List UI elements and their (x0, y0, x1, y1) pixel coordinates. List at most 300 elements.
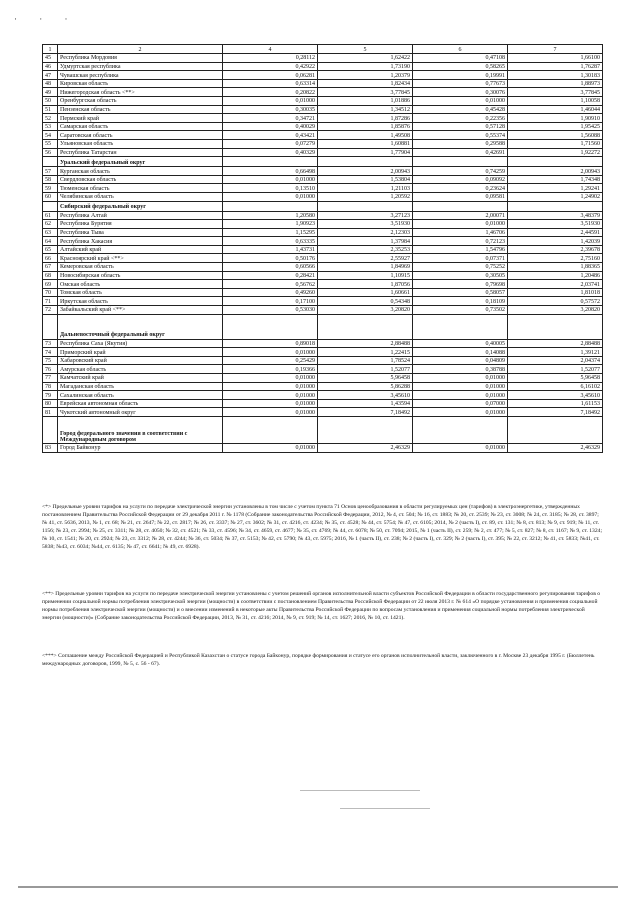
empty-cell (318, 416, 413, 443)
tariff-value-col4: 0,01000 (223, 382, 318, 391)
city-section-name-cell: Город федерального значения в соответствии с Международным договором (58, 416, 223, 443)
table-row (43, 54, 603, 63)
district-section-row (43, 201, 603, 211)
row-number-cell: 83 (43, 443, 58, 452)
tariff-value-col4: 0,01000 (223, 96, 318, 105)
tariff-value-col7: 0,57572 (508, 297, 603, 306)
region-name-cell: Хабаровский край (58, 356, 223, 365)
row-number-cell: 53 (43, 122, 58, 131)
region-name-cell: Кировская область (58, 79, 223, 88)
tariff-value-col4: 0,28112 (223, 54, 318, 63)
tariff-value-col6: 0,45428 (413, 105, 508, 114)
tariff-value-col6: 1,54796 (413, 245, 508, 254)
table-row (43, 88, 603, 97)
tariff-value-col5: 1,85876 (318, 122, 413, 131)
tariff-value-col4: 0,25429 (223, 356, 318, 365)
table-row (43, 184, 603, 193)
empty-cell (508, 201, 603, 211)
row-number-cell: 46 (43, 62, 58, 71)
district-section-row (43, 314, 603, 339)
scan-edge-line (18, 886, 618, 888)
table-row (43, 122, 603, 131)
tariff-value-col7: 1,76287 (508, 62, 603, 71)
tariff-value-col6: 0,30505 (413, 271, 508, 280)
empty-cell (318, 314, 413, 339)
tariff-value-col6: 0,77673 (413, 79, 508, 88)
tariff-value-col4: 0,34721 (223, 114, 318, 123)
tariff-value-col5: 1,84969 (318, 263, 413, 272)
tariff-value-col6: 0,30076 (413, 88, 508, 97)
tariff-value-col5: 3,27123 (318, 211, 413, 220)
row-number-cell: 76 (43, 365, 58, 374)
table-row (43, 114, 603, 123)
region-name-cell: Камчатский край (58, 374, 223, 383)
tariff-value-col7: 3,48379 (508, 211, 603, 220)
row-number-cell: 49 (43, 88, 58, 97)
column-number-cell: 4 (223, 45, 318, 54)
tariff-value-col5: 1,82434 (318, 79, 413, 88)
table-row (43, 399, 603, 408)
tariff-value-col6: 0,07000 (413, 399, 508, 408)
tariff-value-col5: 1,53804 (318, 175, 413, 184)
table-row (43, 339, 603, 348)
tariff-value-col7: 1,81018 (508, 288, 603, 297)
tariff-value-col5: 5,96458 (318, 374, 413, 383)
empty-cell (223, 201, 318, 211)
region-name-cell: Республика Тыва (58, 228, 223, 237)
tariff-value-col7: 2,75160 (508, 254, 603, 263)
scan-marks: · · · (14, 14, 78, 24)
row-number-cell: 59 (43, 184, 58, 193)
tariff-value-col4: 0,56762 (223, 280, 318, 289)
empty-cell (413, 201, 508, 211)
table-row (43, 220, 603, 229)
tariff-value-col5: 5,86288 (318, 382, 413, 391)
row-number-cell: 75 (43, 356, 58, 365)
tariff-value-col6: 0,79698 (413, 280, 508, 289)
tariff-value-col7: 1,95425 (508, 122, 603, 131)
tariff-value-col6: 0,04809 (413, 356, 508, 365)
empty-cell (223, 157, 318, 167)
tariff-value-col7: 1,52077 (508, 365, 603, 374)
tariff-value-col5: 1,60881 (318, 139, 413, 148)
tariff-value-col6: 0,40005 (413, 339, 508, 348)
table-row (43, 228, 603, 237)
tariff-value-col4: 0,49260 (223, 288, 318, 297)
tariff-value-col4: 0,60566 (223, 263, 318, 272)
tariff-value-col5: 0,54348 (318, 297, 413, 306)
tariff-value-col5: 1,52077 (318, 365, 413, 374)
tariff-value-col7: 2,04374 (508, 356, 603, 365)
empty-cell (318, 157, 413, 167)
tariff-value-col4: 0,53030 (223, 306, 318, 315)
column-number-cell: 7 (508, 45, 603, 54)
footnote-1 (42, 503, 602, 552)
region-name-cell: Республика Татарстан (58, 148, 223, 157)
tariff-value-col7: 1,61153 (508, 399, 603, 408)
tariff-value-col5: 1,87056 (318, 280, 413, 289)
tariff-value-col7: 2,44591 (508, 228, 603, 237)
table-row (43, 391, 603, 400)
table-row (43, 211, 603, 220)
tariff-value-col4: 0,50176 (223, 254, 318, 263)
region-name-cell: Магаданская область (58, 382, 223, 391)
table-row (43, 365, 603, 374)
tariff-value-col5: 3,20820 (318, 306, 413, 315)
region-name-cell: Амурская область (58, 365, 223, 374)
tariff-value-col4: 1,15295 (223, 228, 318, 237)
tariff-value-col6: 0,01000 (413, 408, 508, 417)
row-number-cell: 58 (43, 175, 58, 184)
row-number-cell: 48 (43, 79, 58, 88)
tariff-value-col4: 0,01000 (223, 348, 318, 357)
tariff-value-col4: 0,30035 (223, 105, 318, 114)
tariff-value-col4: 0,20822 (223, 88, 318, 97)
tariff-value-col6: 0,58057 (413, 288, 508, 297)
row-number-cell: 67 (43, 263, 58, 272)
tariff-value-col4: 0,63335 (223, 237, 318, 246)
tariff-value-col5: 7,18492 (318, 408, 413, 417)
tariff-value-col7: 2,00943 (508, 167, 603, 176)
row-number-cell (43, 157, 58, 167)
row-number-cell: 74 (43, 348, 58, 357)
region-name-cell: Томская область (58, 288, 223, 297)
tariff-value-col7: 1,92272 (508, 148, 603, 157)
table-row (43, 139, 603, 148)
tariff-value-col5: 1,87286 (318, 114, 413, 123)
tariff-value-col4: 0,01000 (223, 443, 318, 452)
tariff-value-col4: 0,40029 (223, 122, 318, 131)
tariff-value-col6: 0,01000 (413, 391, 508, 400)
tariff-value-col6: 0,74259 (413, 167, 508, 176)
empty-cell (318, 201, 413, 211)
tariff-value-col5: 1,78524 (318, 356, 413, 365)
tariff-value-col7: 3,20820 (508, 306, 603, 315)
tariff-value-col6: 0,01000 (413, 374, 508, 383)
tariff-value-col5: 1,62422 (318, 54, 413, 63)
table-row (43, 96, 603, 105)
empty-cell (413, 157, 508, 167)
row-number-cell: 78 (43, 382, 58, 391)
region-name-cell: Свердловская область (58, 175, 223, 184)
region-name-cell: Республика Бурятия (58, 220, 223, 229)
tariff-value-col7: 1,46044 (508, 105, 603, 114)
column-number-cell: 2 (58, 45, 223, 54)
tariff-value-col6: 0,55374 (413, 131, 508, 140)
tariff-value-col5: 1,73190 (318, 62, 413, 71)
district-name-cell: Сибирский федеральный округ (58, 201, 223, 211)
row-number-cell: 65 (43, 245, 58, 254)
table-header-row (43, 45, 603, 54)
row-number-cell: 55 (43, 139, 58, 148)
tariff-value-col7: 1,90910 (508, 114, 603, 123)
tariff-value-col4: 0,07279 (223, 139, 318, 148)
row-number-cell: 73 (43, 339, 58, 348)
row-number-cell: 79 (43, 391, 58, 400)
row-number-cell: 71 (43, 297, 58, 306)
tariff-value-col4: 0,01000 (223, 175, 318, 184)
tariff-value-col5: 1,43594 (318, 399, 413, 408)
tariff-value-col7: 1,66100 (508, 54, 603, 63)
empty-cell (223, 416, 318, 443)
table-row (43, 79, 603, 88)
region-name-cell: Алтайский край (58, 245, 223, 254)
tariff-value-col5: 2,12303 (318, 228, 413, 237)
tariff-value-col6: 0,22356 (413, 114, 508, 123)
row-number-cell: 68 (43, 271, 58, 280)
tariff-value-col6: 0,75252 (413, 263, 508, 272)
table-row (43, 263, 603, 272)
scan-smudge (340, 808, 430, 809)
tariff-value-col6: 0,58265 (413, 62, 508, 71)
tariff-value-col7: 1,39121 (508, 348, 603, 357)
row-number-cell: 50 (43, 96, 58, 105)
tariff-value-col5: 1,60661 (318, 288, 413, 297)
tariff-value-col4: 0,19366 (223, 365, 318, 374)
tariff-value-col7: 1,74348 (508, 175, 603, 184)
district-name-cell: Дальневосточный федеральный округ (58, 314, 223, 339)
tariff-value-col7: 5,96458 (508, 374, 603, 383)
tariff-value-col4: 0,06281 (223, 71, 318, 80)
region-name-cell: Пензенская область (58, 105, 223, 114)
table-row (43, 71, 603, 80)
region-name-cell: Приморский край (58, 348, 223, 357)
tariff-value-col6: 2,00071 (413, 211, 508, 220)
tariff-value-col6: 0,19991 (413, 71, 508, 80)
tariff-value-col7: 1,10058 (508, 96, 603, 105)
row-number-cell: 69 (43, 280, 58, 289)
row-number-cell: 66 (43, 254, 58, 263)
tariff-value-col4: 0,66498 (223, 167, 318, 176)
tariff-value-col4: 0,63314 (223, 79, 318, 88)
tariff-value-col7: 3,77845 (508, 88, 603, 97)
district-name-cell: Уральский федеральный округ (58, 157, 223, 167)
tariff-value-col6: 0,73502 (413, 306, 508, 315)
tariff-value-col5: 2,46329 (318, 443, 413, 452)
tariff-value-col5: 1,01886 (318, 96, 413, 105)
table-row (43, 167, 603, 176)
tariff-value-col7: 1,20486 (508, 271, 603, 280)
empty-cell (508, 157, 603, 167)
tariff-value-col5: 2,35253 (318, 245, 413, 254)
tariff-value-col6: 0,47108 (413, 54, 508, 63)
tariff-value-col7: 2,03741 (508, 280, 603, 289)
tariff-value-col4: 0,17100 (223, 297, 318, 306)
tariff-value-col7: 1,42039 (508, 237, 603, 246)
region-name-cell: Тюменская область (58, 184, 223, 193)
tariff-value-col4: 0,01000 (223, 192, 318, 201)
row-number-cell: 64 (43, 237, 58, 246)
table-row (43, 374, 603, 383)
region-name-cell: Саратовская область (58, 131, 223, 140)
table-row (43, 408, 603, 417)
tariff-value-col7: 2,88488 (508, 339, 603, 348)
tariff-value-col5: 1,22415 (318, 348, 413, 357)
tariff-value-col6: 0,01000 (413, 443, 508, 452)
empty-cell (223, 314, 318, 339)
row-number-cell: 54 (43, 131, 58, 140)
region-name-cell: Республика Алтай (58, 211, 223, 220)
tariff-value-col7: 7,18492 (508, 408, 603, 417)
row-number-cell: 61 (43, 211, 58, 220)
region-name-cell: Республика Мордовия (58, 54, 223, 63)
row-number-cell: 72 (43, 306, 58, 315)
region-name-cell: Забайкальский край <**> (58, 306, 223, 315)
region-name-cell: Город Байконур (58, 443, 223, 452)
region-name-cell: Омская область (58, 280, 223, 289)
tariff-value-col6: 0,09092 (413, 175, 508, 184)
tariff-value-col5: 3,77845 (318, 88, 413, 97)
region-name-cell: Оренбургская область (58, 96, 223, 105)
empty-cell (508, 416, 603, 443)
table-row (43, 288, 603, 297)
tariff-value-col6: 1,46706 (413, 228, 508, 237)
region-name-cell: Еврейская автономная область (58, 399, 223, 408)
region-name-cell: Нижегородская область <**> (58, 88, 223, 97)
region-name-cell: Удмуртская республика (58, 62, 223, 71)
row-number-cell: 80 (43, 399, 58, 408)
district-section-row (43, 157, 603, 167)
tariff-value-col5: 1,20592 (318, 192, 413, 201)
table-row (43, 271, 603, 280)
column-number-cell: 1 (43, 45, 58, 54)
region-name-cell: Ульяновская область (58, 139, 223, 148)
table-row (43, 62, 603, 71)
table-row (43, 192, 603, 201)
tariff-value-col7: 2,46329 (508, 443, 603, 452)
row-number-cell: 63 (43, 228, 58, 237)
region-name-cell: Республика Саха (Якутия) (58, 339, 223, 348)
region-name-cell: Иркутская область (58, 297, 223, 306)
table-row (43, 105, 603, 114)
table-row (43, 382, 603, 391)
tariff-table (42, 44, 603, 453)
tariff-value-col4: 1,20580 (223, 211, 318, 220)
row-number-cell: 57 (43, 167, 58, 176)
region-name-cell: Сахалинская область (58, 391, 223, 400)
footnote-3 (42, 652, 602, 668)
tariff-value-col6: 0,01000 (413, 96, 508, 105)
tariff-value-col4: 0,42922 (223, 62, 318, 71)
region-name-cell: Курганская область (58, 167, 223, 176)
row-number-cell: 45 (43, 54, 58, 63)
tariff-value-col4: 0,43421 (223, 131, 318, 140)
tariff-value-col5: 2,55927 (318, 254, 413, 263)
column-number-cell: 6 (413, 45, 508, 54)
row-number-cell: 52 (43, 114, 58, 123)
region-name-cell: Новосибирская область (58, 271, 223, 280)
row-number-cell: 81 (43, 408, 58, 417)
tariff-value-col4: 0,01000 (223, 391, 318, 400)
tariff-value-col6: 0,42691 (413, 148, 508, 157)
table-row (43, 297, 603, 306)
scan-smudge (300, 790, 420, 791)
empty-cell (508, 314, 603, 339)
tariff-value-col7: 6,16102 (508, 382, 603, 391)
row-number-cell: 47 (43, 71, 58, 80)
table-row (43, 443, 603, 452)
tariff-value-col5: 1,77904 (318, 148, 413, 157)
footnote-2 (42, 590, 602, 622)
table-row (43, 348, 603, 357)
table-row (43, 254, 603, 263)
tariff-value-col7: 1,88973 (508, 79, 603, 88)
city-section-row (43, 416, 603, 443)
region-name-cell: Чувашская республика (58, 71, 223, 80)
tariff-value-col5: 3,45610 (318, 391, 413, 400)
tariff-value-col4: 0,01000 (223, 399, 318, 408)
tariff-value-col6: 0,38788 (413, 365, 508, 374)
row-number-cell: 56 (43, 148, 58, 157)
table-row (43, 148, 603, 157)
row-number-cell: 77 (43, 374, 58, 383)
region-name-cell: Самарская область (58, 122, 223, 131)
tariff-value-col5: 1,37984 (318, 237, 413, 246)
tariff-value-col7: 1,24902 (508, 192, 603, 201)
tariff-value-col5: 1,34512 (318, 105, 413, 114)
tariff-value-col6: 0,18109 (413, 297, 508, 306)
tariff-value-col5: 2,88488 (318, 339, 413, 348)
tariff-value-col5: 2,00943 (318, 167, 413, 176)
column-number-cell: 5 (318, 45, 413, 54)
tariff-value-col5: 1,10915 (318, 271, 413, 280)
tariff-value-col4: 0,01000 (223, 374, 318, 383)
row-number-cell: 62 (43, 220, 58, 229)
row-number-cell (43, 416, 58, 443)
tariff-value-col4: 1,43731 (223, 245, 318, 254)
table-row (43, 356, 603, 365)
tariff-value-col5: 1,20379 (318, 71, 413, 80)
tariff-value-col7: 1,71560 (508, 139, 603, 148)
tariff-value-col6: 0,72123 (413, 237, 508, 246)
footnote-2-text: <**> Предельные уровни тарифов на услуги по передаче электрической энергии установлены с учетом решений органов исполнительной власти субъектов Российской Федерации в области государственного регулирования тарифов о применении социальной нормы потребления электрической энергии (мощности) в соответствии с постановлением Правительства Российской Федерации от 22 июля 2013 г. № 614 «О порядке установления и применения социальной нормы потребления электрической энергии (мощности) и о внесении изменений в некоторые акты Правительства Российской Федерации по вопросам установления и применения социальной нормы потребления электрической энергии (мощности)» (Собрание законодательства Российской Федерации, 2013, № 31, ст. 4216; 2014, № 9, ст. 919; № 14, ст. 1627; 2016, № 10, ст. 1421). (42, 591, 601, 622)
tariff-value-col6: 0,29588 (413, 139, 508, 148)
footnote-3-text: <***> Соглашение между Российской Федерацией и Республикой Казахстан о статусе города Байконур, порядке формирования и статусе его органов исполнительной власти, заключенного в г. Москве 23 декабря 1995 г. (Бюллетень международных договоров, 1999, № 5, с. 56 - 67). (42, 653, 595, 668)
footnote-1-text: <*> Предельные уровни тарифов на услуги по передаче электрической энергии установлены в том числе с учетом пункта 71 Основ ценообразования в области регулируемых цен (тарифов) в электроэнергетике, утвержденных постановлением Правительства Российской Федерации от 29 декабря 2011 г. № 1178 (Собрание законодательства Российской Федерации, 2012, № 4, ст. 504; № 16, ст. 1883; № 20, ст. 2539; № 23, ст. 3008; № 24, ст. 3185; № 28, ст. 3897; № 41, ст. 5636, 2013, № 1, ст. 68; № 21, ст. 2647; № 22, ст. 2817; № 26, ст. 3337; № 27, ст. 3602; № 31, ст. 4216, ст. 4234; № 35, ст. 4528; № 44, ст. 5754; № 47, ст. 6105; 2014, № 2 (часть I), ст. 89, ст. 131; № 8, ст. 813; № 9, ст. 919; № 11, ст. 1156; № 23, ст. 2994; № 25, ст. 3311; № 28, ст. 4050; № 32, ст. 4521; № 33, ст. 4596; № 34, ст. 4659, ст. 4677; № 35, ст. 4769; № 44, ст. 6078; № 50, ст. 7094; 2015, № 1 (часть II), ст. 259; № 2, ст. 477; № 5, ст. 827; № 8, ст. 1167; № 9, ст. 1324; № 10, ст. 1541; № 20, ст. 2924; № 23, ст. 3312; № 28, ст. 4244; № 36, ст. 5034; № 37, ст. 5153; № 42, ст. 5790; № 43, ст. 5975; 2016, № 1 (часть II), ст. 238; № 2 (часть I), ст. 329; № 2 (часть I), ст. 395; № 22, ст. 3212; № 41, ст. 5833; №41, ст. 5838; №43, ст. 6034; №44, ст. 6135; № 47, ст. 6641; № 49, ст. 6928). (42, 504, 603, 551)
tariff-value-col4: 0,40329 (223, 148, 318, 157)
tariff-value-col6: 0,07371 (413, 254, 508, 263)
tariff-value-col7: 1,30183 (508, 71, 603, 80)
row-number-cell: 60 (43, 192, 58, 201)
table-row (43, 280, 603, 289)
empty-cell (413, 416, 508, 443)
tariff-value-col7: 1,88365 (508, 263, 603, 272)
region-name-cell: Чукотский автономный округ (58, 408, 223, 417)
tariff-value-col7: 2,39678 (508, 245, 603, 254)
tariff-value-col7: 3,51930 (508, 220, 603, 229)
tariff-value-col6: 0,01000 (413, 382, 508, 391)
region-name-cell: Пермский край (58, 114, 223, 123)
empty-cell (413, 314, 508, 339)
tariff-value-col4: 1,90923 (223, 220, 318, 229)
tariff-value-col5: 1,49508 (318, 131, 413, 140)
tariff-value-col6: 0,57128 (413, 122, 508, 131)
tariff-value-col6: 0,09581 (413, 192, 508, 201)
region-name-cell: Кемеровская область (58, 263, 223, 272)
tariff-value-col4: 0,01000 (223, 408, 318, 417)
tariff-value-col5: 3,51930 (318, 220, 413, 229)
row-number-cell (43, 314, 58, 339)
tariff-value-col7: 1,29241 (508, 184, 603, 193)
region-name-cell: Красноярский край <**> (58, 254, 223, 263)
table-row (43, 245, 603, 254)
tariff-value-col7: 1,56088 (508, 131, 603, 140)
table-row (43, 175, 603, 184)
table-row (43, 131, 603, 140)
tariff-value-col4: 0,28421 (223, 271, 318, 280)
tariff-value-col5: 1,21103 (318, 184, 413, 193)
table-row (43, 237, 603, 246)
